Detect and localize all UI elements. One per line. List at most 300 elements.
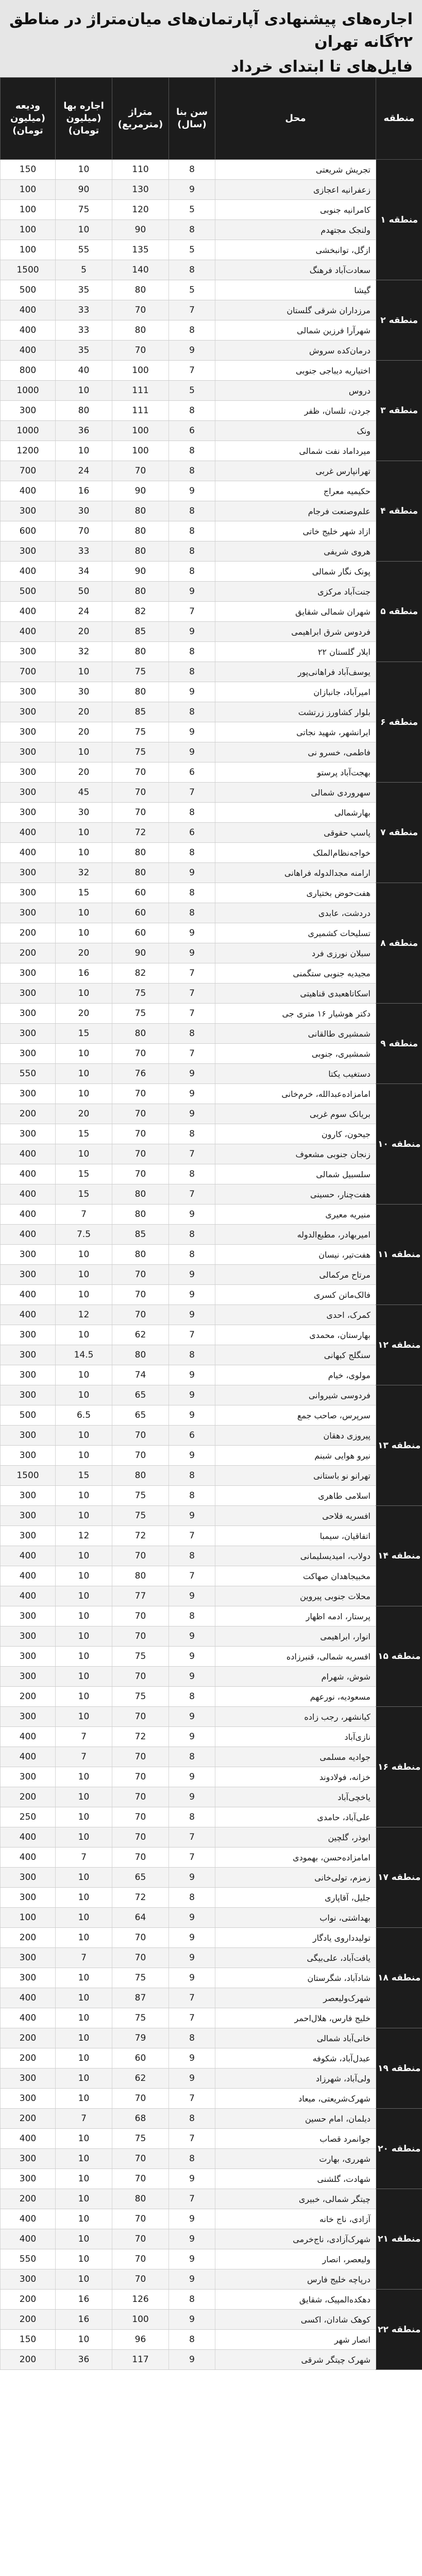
rent-cell: 35: [56, 341, 112, 361]
age-cell: 9: [169, 2169, 215, 2189]
location-cell: ولی‌آباد، شهرزاد: [215, 2069, 376, 2089]
deposit-cell: 200: [1, 1787, 56, 1807]
area-cell: 72: [112, 1888, 169, 1908]
table-row: [1, 2048, 422, 2069]
table-row: [1, 160, 422, 180]
rent-cell: 90: [56, 180, 112, 200]
table-row: [1, 1044, 422, 1064]
rent-cell: 10: [56, 441, 112, 461]
location-cell: زعفرانیه اعجازی: [215, 180, 376, 200]
rent-cell: 5: [56, 260, 112, 280]
age-cell: 9: [169, 1908, 215, 1928]
area-cell: 60: [112, 923, 169, 943]
area-cell: 80: [112, 541, 169, 562]
age-cell: 9: [169, 1506, 215, 1526]
age-cell: 8: [169, 2290, 215, 2310]
table-row: [1, 2249, 422, 2269]
area-cell: 90: [112, 220, 169, 240]
area-cell: 80: [112, 521, 169, 541]
deposit-cell: 400: [1, 843, 56, 863]
area-cell: 111: [112, 401, 169, 421]
table-row: [1, 1526, 422, 1546]
location-cell: درپاچه خلیج فارس: [215, 2269, 376, 2290]
deposit-cell: 300: [1, 1365, 56, 1385]
table-row: [1, 1024, 422, 1044]
deposit-cell: 400: [1, 2229, 56, 2249]
table-row: [1, 682, 422, 702]
area-cell: 70: [112, 461, 169, 481]
age-cell: 8: [169, 1225, 215, 1245]
table-row: [1, 1586, 422, 1606]
table-row: [1, 2350, 422, 2370]
rent-cell: 70: [56, 521, 112, 541]
location-cell: عبدل‌آباد، شکوفه: [215, 2048, 376, 2069]
area-cell: 140: [112, 260, 169, 280]
location-cell: بهداشتی، نواب: [215, 1908, 376, 1928]
area-cell: 80: [112, 320, 169, 341]
column-header-rent: اجاره بها (میلیون تومان): [56, 78, 112, 160]
location-cell: میرداماد نفت شمالی: [215, 441, 376, 461]
rent-cell: 10: [56, 1827, 112, 1848]
rent-cell: 10: [56, 823, 112, 843]
location-cell: امامزاده‌حسن، بهمودی: [215, 1848, 376, 1868]
region-label: منطقه ۱۲: [376, 1305, 422, 1385]
rent-cell: 10: [56, 984, 112, 1004]
deposit-cell: 300: [1, 541, 56, 562]
deposit-cell: 300: [1, 1888, 56, 1908]
deposit-cell: 400: [1, 2209, 56, 2229]
rent-cell: 10: [56, 903, 112, 923]
location-cell: سعادت‌آباد فرهنگ: [215, 260, 376, 280]
area-cell: 70: [112, 2169, 169, 2189]
location-cell: ونک: [215, 421, 376, 441]
deposit-cell: 200: [1, 1687, 56, 1707]
area-cell: 65: [112, 1385, 169, 1405]
location-cell: انوار، ابراهیمی: [215, 1626, 376, 1647]
area-cell: 70: [112, 762, 169, 783]
location-cell: هفت‌چنار، حسینی: [215, 1184, 376, 1205]
area-cell: 70: [112, 1747, 169, 1767]
area-cell: 70: [112, 1084, 169, 1104]
location-cell: امیرآباد، جانبازان: [215, 682, 376, 702]
rent-cell: 45: [56, 783, 112, 803]
table-row: [1, 421, 422, 441]
age-cell: 8: [169, 160, 215, 180]
deposit-cell: 800: [1, 361, 56, 381]
location-cell: انصار شهر: [215, 2330, 376, 2350]
region-label: منطقه ۱۳: [376, 1385, 422, 1506]
age-cell: 9: [169, 1084, 215, 1104]
table-row: [1, 1225, 422, 1245]
age-cell: 8: [169, 1747, 215, 1767]
deposit-cell: 400: [1, 1848, 56, 1868]
rent-cell: 10: [56, 220, 112, 240]
rent-cell: 55: [56, 240, 112, 260]
location-cell: خواجه‌نظام‌الملک: [215, 843, 376, 863]
rent-cell: 16: [56, 2310, 112, 2330]
deposit-cell: 400: [1, 823, 56, 843]
region-label: منطقه ۱۰: [376, 1084, 422, 1205]
deposit-cell: 200: [1, 2048, 56, 2069]
deposit-cell: 200: [1, 2310, 56, 2330]
deposit-cell: 100: [1, 1908, 56, 1928]
deposit-cell: 1000: [1, 421, 56, 441]
rent-cell: 35: [56, 280, 112, 300]
deposit-cell: 300: [1, 1325, 56, 1345]
page-subtitle: فایل‌های تا ابتدای خرداد: [231, 58, 413, 76]
table-row: [1, 541, 422, 562]
location-cell: دولاب، امیدیسلیمانی: [215, 1546, 376, 1566]
table-row: [1, 1164, 422, 1184]
deposit-cell: 400: [1, 300, 56, 320]
area-cell: 70: [112, 1104, 169, 1124]
deposit-cell: 300: [1, 1707, 56, 1727]
table-row: [1, 1345, 422, 1365]
table-row: [1, 783, 422, 803]
rent-cell: 10: [56, 1426, 112, 1446]
rent-cell: 15: [56, 1164, 112, 1184]
age-cell: 9: [169, 1948, 215, 1968]
rent-cell: 7: [56, 1205, 112, 1225]
deposit-cell: 300: [1, 702, 56, 722]
table-row: [1, 762, 422, 783]
table-row: [1, 1827, 422, 1848]
area-cell: 68: [112, 2109, 169, 2129]
rent-cell: 12: [56, 1305, 112, 1325]
rent-cell: 10: [56, 843, 112, 863]
rent-cell: 30: [56, 803, 112, 823]
rent-cell: 20: [56, 622, 112, 642]
age-cell: 7: [169, 1566, 215, 1586]
table-row: [1, 2290, 422, 2310]
table-row: [1, 823, 422, 843]
area-cell: 76: [112, 1064, 169, 1084]
location-cell: کوهک شادان، اکسی: [215, 2310, 376, 2330]
location-cell: جیحون، کارون: [215, 1124, 376, 1144]
table-row: [1, 501, 422, 521]
rent-cell: 36: [56, 421, 112, 441]
deposit-cell: 1500: [1, 260, 56, 280]
rent-cell: 10: [56, 1888, 112, 1908]
rent-cell: 7: [56, 2109, 112, 2129]
deposit-cell: 300: [1, 642, 56, 662]
area-cell: 70: [112, 1285, 169, 1305]
table-row: [1, 602, 422, 622]
table-row: [1, 1265, 422, 1285]
rent-cell: 14.5: [56, 1345, 112, 1365]
deposit-cell: 400: [1, 481, 56, 501]
deposit-cell: 300: [1, 2069, 56, 2089]
rent-cell: 10: [56, 2008, 112, 2028]
location-cell: جلیل، آقاپاری: [215, 1888, 376, 1908]
location-cell: افسریه شمالی، قنبرزاده: [215, 1647, 376, 1667]
location-cell: کیانشهر، رجب زاده: [215, 1707, 376, 1727]
location-cell: تهرانو نو باستانی: [215, 1466, 376, 1486]
table-row: [1, 1124, 422, 1144]
table-row: [1, 1707, 422, 1727]
deposit-cell: 500: [1, 1405, 56, 1426]
rent-cell: 10: [56, 2269, 112, 2290]
table-row: [1, 1325, 422, 1345]
deposit-cell: 700: [1, 662, 56, 682]
age-cell: 7: [169, 1827, 215, 1848]
table-row: [1, 1848, 422, 1868]
deposit-cell: 500: [1, 582, 56, 602]
table-row: [1, 1687, 422, 1707]
area-cell: 70: [112, 1265, 169, 1285]
location-cell: نازی‌آباد: [215, 1727, 376, 1747]
age-cell: 9: [169, 1305, 215, 1325]
deposit-cell: 400: [1, 622, 56, 642]
age-cell: 7: [169, 1325, 215, 1345]
location-cell: کمرک، احدی: [215, 1305, 376, 1325]
rent-cell: 40: [56, 361, 112, 381]
location-cell: هروی شریفی: [215, 541, 376, 562]
age-cell: 9: [169, 682, 215, 702]
area-cell: 70: [112, 2149, 169, 2169]
area-cell: 64: [112, 1908, 169, 1928]
table-row: [1, 2149, 422, 2169]
age-cell: 8: [169, 1245, 215, 1265]
rent-cell: 10: [56, 2169, 112, 2189]
age-cell: 8: [169, 642, 215, 662]
area-cell: 70: [112, 1144, 169, 1164]
table-row: [1, 1104, 422, 1124]
rent-cell: 10: [56, 1586, 112, 1606]
table-row: [1, 2069, 422, 2089]
location-cell: شهرک‌آزادی، ناج‌خرمی: [215, 2229, 376, 2249]
location-cell: تولیدداروی یادگار: [215, 1928, 376, 1948]
deposit-cell: 300: [1, 1024, 56, 1044]
rent-cell: 20: [56, 943, 112, 963]
rent-cell: 36: [56, 2350, 112, 2370]
age-cell: 7: [169, 1526, 215, 1546]
age-cell: 9: [169, 1265, 215, 1285]
rent-cell: 30: [56, 501, 112, 521]
deposit-cell: 400: [1, 1164, 56, 1184]
table-row: [1, 1807, 422, 1827]
area-cell: 60: [112, 2048, 169, 2069]
rent-cell: 15: [56, 883, 112, 903]
rent-cell: 10: [56, 160, 112, 180]
rent-cell: 20: [56, 722, 112, 742]
location-cell: گیشا: [215, 280, 376, 300]
rent-cell: 10: [56, 1325, 112, 1345]
deposit-cell: 400: [1, 1988, 56, 2008]
rent-cell: 10: [56, 2028, 112, 2048]
age-cell: 9: [169, 622, 215, 642]
location-cell: شمشیری، جنوبی: [215, 1044, 376, 1064]
rent-cell: 10: [56, 1908, 112, 1928]
area-cell: 75: [112, 662, 169, 682]
location-cell: مخبیجاهدان صهاکت: [215, 1566, 376, 1586]
area-cell: 60: [112, 903, 169, 923]
age-cell: 7: [169, 1044, 215, 1064]
header: [0, 0, 422, 77]
age-cell: 9: [169, 1868, 215, 1888]
location-cell: تجریش شریعتی: [215, 160, 376, 180]
age-cell: 9: [169, 2350, 215, 2370]
area-cell: 75: [112, 1486, 169, 1506]
region-label: منطقه ۶: [376, 662, 422, 783]
table-row: [1, 2209, 422, 2229]
column-header-age: سن بنا (سال): [169, 78, 215, 160]
area-cell: 130: [112, 180, 169, 200]
table-row: [1, 401, 422, 421]
age-cell: 9: [169, 1064, 215, 1084]
area-cell: 100: [112, 421, 169, 441]
area-cell: 80: [112, 1566, 169, 1586]
deposit-cell: 200: [1, 943, 56, 963]
deposit-cell: 400: [1, 1586, 56, 1606]
rent-cell: 10: [56, 1044, 112, 1064]
age-cell: 9: [169, 1928, 215, 1948]
area-cell: 70: [112, 1124, 169, 1144]
age-cell: 8: [169, 903, 215, 923]
age-cell: 7: [169, 963, 215, 984]
location-cell: افسریه فلاحی: [215, 1506, 376, 1526]
location-cell: اختیاریه دیباجی جنوبی: [215, 361, 376, 381]
table-row: [1, 240, 422, 260]
location-cell: فردوس شرق ابراهیمی: [215, 622, 376, 642]
location-cell: فردوسی شیروانی: [215, 1385, 376, 1405]
area-cell: 70: [112, 1606, 169, 1626]
location-cell: فالک‌ماتن کسری: [215, 1285, 376, 1305]
table-row: [1, 2089, 422, 2109]
location-cell: محلات جنوبی پیروین: [215, 1586, 376, 1606]
deposit-cell: 700: [1, 461, 56, 481]
table-row: [1, 1727, 422, 1747]
deposit-cell: 400: [1, 341, 56, 361]
table-row: [1, 200, 422, 220]
area-cell: 85: [112, 622, 169, 642]
rent-cell: 16: [56, 963, 112, 984]
table-row: [1, 883, 422, 903]
region-label: منطقه ۲: [376, 280, 422, 361]
table-row: [1, 1285, 422, 1305]
table-row: [1, 1084, 422, 1104]
region-label: منطقه ۲۲: [376, 2290, 422, 2370]
area-cell: 72: [112, 1526, 169, 1546]
age-cell: 9: [169, 1205, 215, 1225]
rent-cell: 15: [56, 1124, 112, 1144]
area-cell: 70: [112, 1827, 169, 1848]
age-cell: 9: [169, 1727, 215, 1747]
deposit-cell: 300: [1, 783, 56, 803]
table-row: [1, 2269, 422, 2290]
age-cell: 7: [169, 2189, 215, 2209]
table-row: [1, 2109, 422, 2129]
area-cell: 70: [112, 1848, 169, 1868]
region-label: منطقه ۲۰: [376, 2109, 422, 2189]
table-row: [1, 320, 422, 341]
age-cell: 9: [169, 2229, 215, 2249]
age-cell: 7: [169, 1988, 215, 2008]
area-cell: 70: [112, 2249, 169, 2269]
deposit-cell: 100: [1, 220, 56, 240]
area-cell: 126: [112, 2290, 169, 2310]
rent-cell: 20: [56, 1004, 112, 1024]
rent-cell: 10: [56, 2149, 112, 2169]
deposit-cell: 300: [1, 1868, 56, 1888]
location-cell: مرزداران شرقی گلستان: [215, 300, 376, 320]
area-cell: 80: [112, 1024, 169, 1044]
deposit-cell: 300: [1, 1345, 56, 1365]
age-cell: 9: [169, 1446, 215, 1466]
area-cell: 80: [112, 582, 169, 602]
area-cell: 75: [112, 1968, 169, 1988]
deposit-cell: 400: [1, 562, 56, 582]
location-cell: اتفاقیان، سیمبا: [215, 1526, 376, 1546]
deposit-cell: 300: [1, 1446, 56, 1466]
table-row: [1, 1365, 422, 1385]
location-cell: شهادت، گلشنی: [215, 2169, 376, 2189]
column-header-location: محل: [215, 78, 376, 160]
rent-cell: 10: [56, 1807, 112, 1827]
age-cell: 7: [169, 2089, 215, 2109]
location-cell: تهرانپارس غربی: [215, 461, 376, 481]
age-cell: 8: [169, 1345, 215, 1365]
rent-cell: 10: [56, 1506, 112, 1526]
age-cell: 7: [169, 783, 215, 803]
age-cell: 8: [169, 2028, 215, 2048]
area-cell: 80: [112, 1205, 169, 1225]
rent-cell: 10: [56, 1868, 112, 1888]
age-cell: 9: [169, 481, 215, 501]
location-cell: بلوار کشاورز زرتشت: [215, 702, 376, 722]
age-cell: 8: [169, 521, 215, 541]
table-row: [1, 1426, 422, 1446]
rent-cell: 10: [56, 2229, 112, 2249]
location-cell: بهارستان، محمدی: [215, 1325, 376, 1345]
region-label: منطقه ۱۸: [376, 1928, 422, 2028]
age-cell: 9: [169, 1365, 215, 1385]
age-cell: 8: [169, 702, 215, 722]
area-cell: 90: [112, 481, 169, 501]
location-cell: زنجان جنوبی مشعوف: [215, 1144, 376, 1164]
rent-cell: 10: [56, 662, 112, 682]
area-cell: 70: [112, 1807, 169, 1827]
deposit-cell: 300: [1, 1948, 56, 1968]
area-cell: 85: [112, 702, 169, 722]
rent-cell: 10: [56, 2209, 112, 2229]
table-row: [1, 260, 422, 280]
location-cell: بریانک سوم غربی: [215, 1104, 376, 1124]
location-cell: ازاد شهر خلیج خاتی: [215, 521, 376, 541]
deposit-cell: 300: [1, 1124, 56, 1144]
rent-cell: 10: [56, 1988, 112, 2008]
area-cell: 70: [112, 1546, 169, 1566]
rent-cell: 10: [56, 2189, 112, 2209]
location-cell: پرستار، ادمه اظهار: [215, 1606, 376, 1626]
location-cell: دکتر هوشیار ۱۶ متری جی: [215, 1004, 376, 1024]
location-cell: علم‌وصنعت فرجام: [215, 501, 376, 521]
deposit-cell: 1500: [1, 1466, 56, 1486]
location-cell: شهرک چیتگر شرقی: [215, 2350, 376, 2370]
table-row: [1, 1144, 422, 1164]
deposit-cell: 400: [1, 1225, 56, 1245]
deposit-cell: 300: [1, 1968, 56, 1988]
rent-cell: 10: [56, 1707, 112, 1727]
column-header-area: متراژ (مترمربع): [112, 78, 169, 160]
rent-cell: 20: [56, 762, 112, 783]
age-cell: 8: [169, 320, 215, 341]
location-cell: امامزاده‌عبدالله، خرم‌خانی: [215, 1084, 376, 1104]
age-cell: 8: [169, 501, 215, 521]
table-row: [1, 381, 422, 401]
table-row: [1, 1667, 422, 1687]
area-cell: 80: [112, 682, 169, 702]
